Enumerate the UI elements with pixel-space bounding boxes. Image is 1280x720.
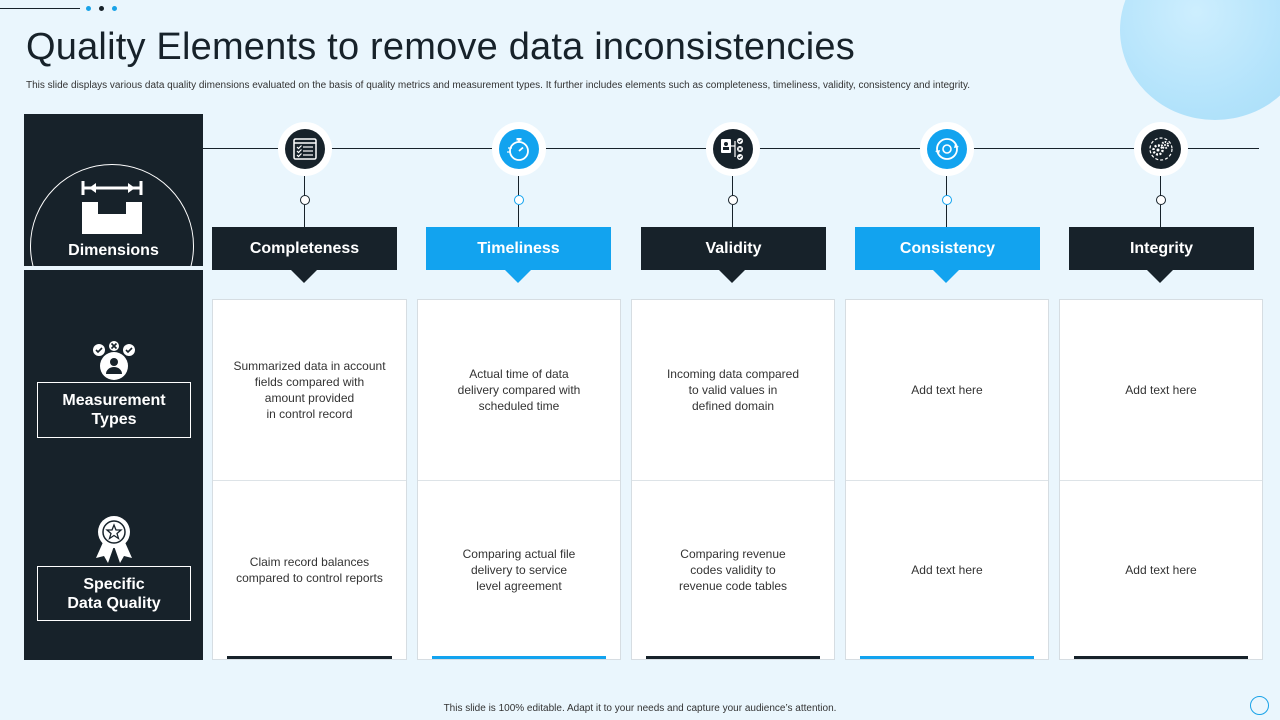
- consistency-card: [845, 299, 1049, 660]
- completeness-node: [278, 122, 332, 176]
- consistency-quality: Add text here: [911, 563, 983, 577]
- page-title: Quality Elements to remove data inconsistencies: [26, 26, 855, 68]
- specific-data-quality-text: Specific Data Quality: [67, 575, 161, 612]
- connector: [1160, 205, 1161, 227]
- integrity-node: [1134, 122, 1188, 176]
- stopwatch-icon: [506, 136, 532, 162]
- decorative-circle: [1120, 0, 1280, 120]
- gears-icon: [1148, 136, 1174, 162]
- validity-header: Validity: [641, 227, 826, 270]
- completeness-measurement: Summarized data in account fields compared with amount provided in control record: [233, 359, 386, 421]
- connector: [946, 205, 947, 227]
- dimensions-panel: [24, 114, 203, 266]
- corner-circle-icon: [1250, 696, 1269, 715]
- accent-dot: [112, 6, 117, 11]
- card-divider: [846, 480, 1048, 481]
- timeliness-measurement: Actual time of data delivery compared with scheduled time: [457, 367, 581, 413]
- card-divider: [418, 480, 620, 481]
- connector-dot: [1156, 195, 1166, 205]
- connector-dot: [300, 195, 310, 205]
- consistency-node-inner: [927, 129, 967, 169]
- card-bar: [860, 656, 1034, 659]
- accent-dot: [99, 6, 104, 11]
- dimensions-icon: [80, 178, 144, 238]
- connector-dot: [942, 195, 952, 205]
- completeness-card: [212, 299, 407, 660]
- quality-badge-icon: [92, 514, 136, 564]
- accent-dot: [86, 6, 91, 11]
- timeliness-quality: Comparing actual file delivery to service level agreement: [462, 547, 576, 593]
- consistency-node: [920, 122, 974, 176]
- cycle-icon: [934, 136, 960, 162]
- completeness-quality: Claim record balances compared to control reports: [236, 555, 383, 585]
- consistency-measurement: Add text here: [911, 383, 983, 397]
- connector-dot: [728, 195, 738, 205]
- integrity-node-inner: [1141, 129, 1181, 169]
- integrity-quality: Add text here: [1125, 563, 1197, 577]
- user-approval-icon: [92, 340, 136, 382]
- dimensions-label: Dimensions: [68, 242, 159, 259]
- validity-node-inner: [713, 129, 753, 169]
- completeness-header: Completeness: [212, 227, 397, 270]
- timeliness-node-inner: [499, 129, 539, 169]
- timeliness-node: [492, 122, 546, 176]
- measurement-types-text: Measurement Types: [62, 392, 166, 428]
- connector: [732, 205, 733, 227]
- integrity-header: Integrity: [1069, 227, 1254, 270]
- timeliness-header: Timeliness: [426, 227, 611, 270]
- consistency-arrow: [933, 270, 959, 283]
- validity-node: [706, 122, 760, 176]
- footer-note: This slide is 100% editable. Adapt it to your needs and capture your audience’s attention.: [443, 703, 837, 714]
- card-divider: [632, 480, 834, 481]
- timeliness-arrow: [505, 270, 531, 283]
- validity-arrow: [719, 270, 745, 283]
- integrity-arrow: [1147, 270, 1173, 283]
- checklist-icon: [293, 138, 317, 160]
- timeliness-card: [417, 299, 621, 660]
- connector: [732, 176, 733, 196]
- card-bar: [227, 656, 392, 659]
- connector: [1160, 176, 1161, 196]
- card-bar: [646, 656, 820, 659]
- card-bar: [432, 656, 606, 659]
- integrity-card: [1059, 299, 1263, 660]
- consistency-header: Consistency: [855, 227, 1040, 270]
- connector: [304, 205, 305, 227]
- top-accent-line: [0, 8, 80, 9]
- row-labels-panel: [24, 270, 203, 660]
- connector: [304, 176, 305, 196]
- connector-dot: [514, 195, 524, 205]
- connector: [518, 176, 519, 196]
- card-divider: [213, 480, 406, 481]
- validation-icon: [720, 137, 746, 161]
- validity-quality: Comparing revenue codes validity to revenue code tables: [678, 547, 788, 593]
- measurement-types-label: [37, 382, 191, 438]
- validity-card: [631, 299, 835, 660]
- card-divider: [1060, 480, 1262, 481]
- connector: [518, 205, 519, 227]
- integrity-measurement: Add text here: [1125, 383, 1197, 397]
- connector: [946, 176, 947, 196]
- completeness-arrow: [291, 270, 317, 283]
- completeness-node-inner: [285, 129, 325, 169]
- specific-data-quality-label: [37, 566, 191, 621]
- page-subtitle: This slide displays various data quality dimensions evaluated on the basis of quality metrics and measurement types. It further includes elements such as completeness, timeliness, validity, consistency and integrity.: [26, 80, 970, 91]
- card-bar: [1074, 656, 1248, 659]
- validity-measurement: Incoming data compared to valid values in defined domain: [666, 367, 800, 413]
